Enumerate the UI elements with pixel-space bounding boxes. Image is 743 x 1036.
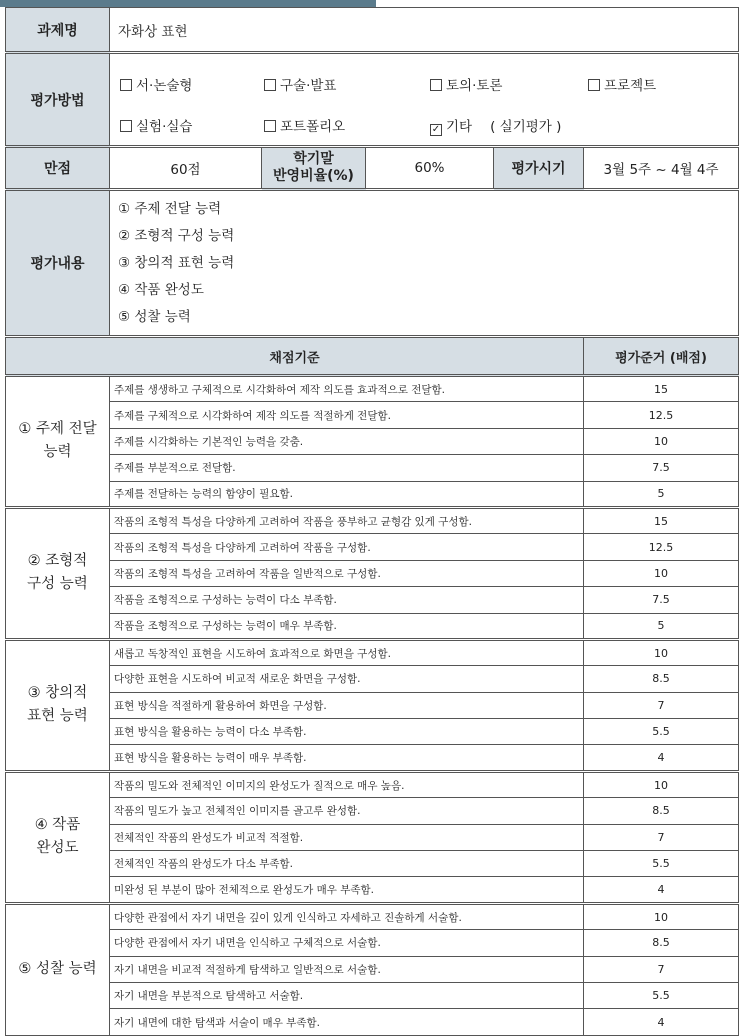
task-label: 과제명 — [6, 8, 110, 53]
checkbox-icon[interactable] — [588, 79, 600, 91]
method-options — [110, 53, 739, 147]
criterion-text: 주제를 생생하고 구체적으로 시각화하여 제작 의도를 효과적으로 전달함. — [110, 376, 584, 402]
criterion-score: 5.5 — [584, 982, 739, 1008]
rubric-row — [6, 930, 739, 956]
rubric-category — [6, 639, 110, 771]
content-item: ② 조형적 구성 능력 — [118, 227, 235, 244]
assessment-period-label: 평가시기 — [494, 147, 584, 190]
method-option-label: 기타 — [446, 118, 473, 135]
criterion-score: 5.5 — [584, 851, 739, 877]
rubric-row — [6, 534, 739, 560]
rubric-table — [5, 335, 739, 1036]
method-option-label: 구술·발표 — [280, 77, 337, 94]
rubric-category-line: 능력 — [43, 444, 72, 461]
rubric-category-line: ⑤ 성찰 능력 — [18, 961, 97, 978]
reflection-ratio-value: 60% — [366, 147, 494, 190]
criterion-text: 주제를 구체적으로 시각화하여 제작 의도를 적절하게 전달함. — [110, 402, 584, 428]
rubric-category — [6, 771, 110, 903]
rubric-row — [6, 692, 739, 718]
method-option-label: 포트폴리오 — [280, 118, 346, 135]
method-option[interactable] — [588, 74, 656, 94]
rubric-category-line: 표현 능력 — [27, 708, 88, 725]
task-value: 자화상 표현 — [110, 8, 739, 53]
rubric-row — [6, 745, 739, 771]
criterion-score: 7 — [584, 824, 739, 850]
criterion-score: 10 — [584, 903, 739, 929]
criterion-text: 주제를 시각화하는 기본적인 능력을 갖춤. — [110, 428, 584, 454]
rubric-row — [6, 587, 739, 613]
other-note: ( 실기평가 ) — [490, 118, 562, 135]
criterion-score: 12.5 — [584, 534, 739, 560]
criterion-score: 7 — [584, 692, 739, 718]
criterion-score: 15 — [584, 507, 739, 533]
criteria-header: 채점기준 — [6, 337, 584, 376]
content-item: ③ 창의적 표현 능력 — [118, 254, 235, 271]
rubric-category-line: ② 조형적 — [27, 553, 88, 570]
content-item: ⑤ 성찰 능력 — [118, 308, 191, 325]
criterion-score: 4 — [584, 1009, 739, 1035]
criterion-score: 8.5 — [584, 930, 739, 956]
criterion-score: 4 — [584, 877, 739, 903]
criterion-text: 다양한 관점에서 자기 내면을 인식하고 구체적으로 서술함. — [110, 930, 584, 956]
criterion-score: 7 — [584, 956, 739, 982]
content-list — [110, 190, 739, 336]
rubric-category-line: ④ 작품 — [34, 817, 81, 834]
criterion-score: 7.5 — [584, 587, 739, 613]
criterion-score: 7.5 — [584, 455, 739, 481]
top-accent-bar — [0, 0, 376, 7]
criterion-text: 자기 내면을 부분적으로 탐색하고 서술함. — [110, 982, 584, 1008]
method-option[interactable] — [120, 115, 192, 135]
rubric-row — [6, 877, 739, 903]
criterion-text: 표현 방식을 활용하는 능력이 매우 부족함. — [110, 745, 584, 771]
rubric-row — [6, 666, 739, 692]
rubric-category-line: ① 주제 전달 — [18, 421, 97, 438]
method-option[interactable] — [120, 74, 192, 94]
criterion-score: 10 — [584, 639, 739, 665]
full-score-value: 60점 — [110, 147, 262, 190]
rubric-category — [6, 903, 110, 1035]
checkbox-icon[interactable] — [120, 79, 132, 91]
criterion-score: 5.5 — [584, 719, 739, 745]
rubric-row — [6, 956, 739, 982]
checkbox-icon[interactable] — [430, 79, 442, 91]
reflection-ratio-label-line2: 반영비율(%) — [273, 168, 354, 184]
reflection-ratio-label — [262, 147, 366, 190]
rubric-row — [6, 798, 739, 824]
criterion-text: 표현 방식을 활용하는 능력이 다소 부족함. — [110, 719, 584, 745]
method-option[interactable] — [264, 115, 345, 135]
criterion-score: 4 — [584, 745, 739, 771]
checkbox-icon[interactable] — [264, 79, 276, 91]
rubric-row — [6, 481, 739, 507]
method-option-label: 토의·토론 — [446, 77, 503, 94]
content-item: ④ 작품 완성도 — [118, 281, 204, 298]
method-option-label: 프로젝트 — [604, 77, 657, 94]
content-label: 평가내용 — [6, 190, 110, 336]
criterion-score: 10 — [584, 771, 739, 797]
criterion-text: 작품의 밀도가 높고 전체적인 이미지를 골고루 완성함. — [110, 798, 584, 824]
criterion-text: 다양한 표현을 시도하여 비교적 새로운 화면을 구성함. — [110, 666, 584, 692]
rubric-row — [6, 824, 739, 850]
criterion-score: 10 — [584, 428, 739, 454]
criterion-text: 작품의 조형적 특성을 다양하게 고려하여 작품을 풍부하고 균형감 있게 구성함. — [110, 507, 584, 533]
criterion-score: 12.5 — [584, 402, 739, 428]
criterion-score: 15 — [584, 376, 739, 402]
rubric-row — [6, 639, 739, 665]
criterion-score: 5 — [584, 613, 739, 639]
criterion-text: 자기 내면을 비교적 적절하게 탐색하고 일반적으로 서술함. — [110, 956, 584, 982]
rubric-row — [6, 771, 739, 797]
method-label: 평가방법 — [6, 53, 110, 147]
rubric-category — [6, 376, 110, 508]
method-option[interactable] — [430, 115, 561, 136]
criterion-text: 주제를 부분적으로 전달함. — [110, 455, 584, 481]
criterion-score: 10 — [584, 560, 739, 586]
rubric-row — [6, 507, 739, 533]
criterion-score: 8.5 — [584, 666, 739, 692]
criterion-score: 8.5 — [584, 798, 739, 824]
rubric-row — [6, 719, 739, 745]
criterion-score: 5 — [584, 481, 739, 507]
rubric-row — [6, 376, 739, 402]
rubric-row — [6, 982, 739, 1008]
method-option[interactable] — [430, 74, 502, 94]
rubric-row — [6, 1009, 739, 1035]
full-score-label: 만점 — [6, 147, 110, 190]
criterion-text: 작품의 밀도와 전체적인 이미지의 완성도가 질적으로 매우 높음. — [110, 771, 584, 797]
checked-checkbox-icon[interactable]: ✓ — [431, 123, 441, 135]
criterion-text: 전체적인 작품의 완성도가 다소 부족함. — [110, 851, 584, 877]
rubric-row — [6, 613, 739, 639]
rubric-category — [6, 507, 110, 639]
assessment-period-value: 3월 5주 ~ 4월 4주 — [584, 147, 739, 190]
criterion-text: 새롭고 독창적인 표현을 시도하여 효과적으로 화면을 구성함. — [110, 639, 584, 665]
rubric-category-line: ③ 창의적 — [27, 685, 88, 702]
method-option-label: 서·논술형 — [136, 77, 193, 94]
criterion-text: 작품을 조형적으로 구성하는 능력이 매우 부족함. — [110, 613, 584, 639]
checkbox-icon[interactable] — [264, 120, 276, 132]
rubric-row — [6, 402, 739, 428]
reflection-ratio-label-line1: 학기말 — [293, 151, 334, 167]
method-option[interactable] — [264, 74, 336, 94]
content-item: ① 주제 전달 능력 — [118, 200, 222, 217]
criterion-text: 주제를 전달하는 능력의 함양이 필요함. — [110, 481, 584, 507]
criterion-text: 미완성 된 부분이 많아 전체적으로 완성도가 매우 부족함. — [110, 877, 584, 903]
assessment-info-table — [5, 7, 739, 336]
rubric-row — [6, 903, 739, 929]
rubric-category-line: 구성 능력 — [27, 576, 88, 593]
rubric-category-line: 완성도 — [36, 840, 79, 857]
method-option-label: 실험·실습 — [136, 118, 193, 135]
rubric-row — [6, 455, 739, 481]
criterion-text: 작품의 조형적 특성을 고려하여 작품을 일반적으로 구성함. — [110, 560, 584, 586]
checkbox-icon[interactable] — [120, 120, 132, 132]
criterion-text: 작품의 조형적 특성을 다양하게 고려하여 작품을 구성함. — [110, 534, 584, 560]
criterion-text: 자기 내면에 대한 탐색과 서술이 매우 부족함. — [110, 1009, 584, 1035]
rubric-row — [6, 851, 739, 877]
criterion-text: 다양한 관점에서 자기 내면을 깊이 있게 인식하고 자세하고 진솔하게 서술함. — [110, 903, 584, 929]
criterion-text: 전체적인 작품의 완성도가 비교적 적절함. — [110, 824, 584, 850]
rubric-row — [6, 428, 739, 454]
rubric-row — [6, 560, 739, 586]
score-header: 평가준거 (배점) — [584, 337, 739, 376]
criterion-text: 표현 방식을 적절하게 활용하여 화면을 구성함. — [110, 692, 584, 718]
criterion-text: 작품을 조형적으로 구성하는 능력이 다소 부족함. — [110, 587, 584, 613]
